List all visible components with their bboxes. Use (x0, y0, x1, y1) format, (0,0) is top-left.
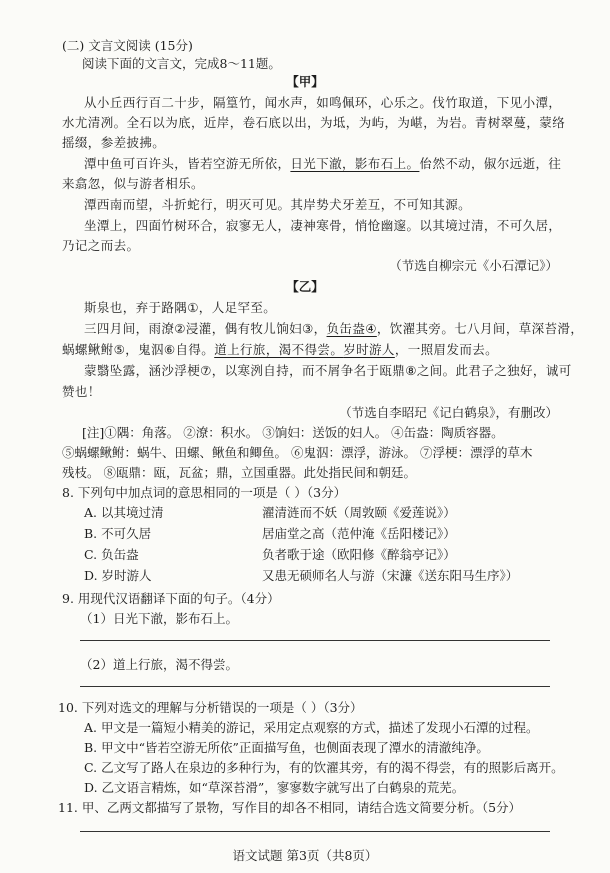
text-span: 蜗螺鳅鲋⑤，鬼泅⑥自得。 (62, 342, 215, 357)
passage-b-line: 蒙翳坠露，涵沙浮梗⑦，以寒洌自持，而不屑争名于瓯鼎⑧之间。此君子之独好，诚可 (84, 363, 572, 378)
instruction: 阅读下面的文言文，完成8～11题。 (82, 56, 281, 71)
underlined-sentence: 日光下澈，影布石上。 (290, 156, 420, 171)
note-line: ⑤蜗螺鳅鲋：蜗牛、田螺、鳅鱼和鲫鱼。 ⑥鬼泅：漂浮，游泳。 ⑦浮梗：漂浮的草木 (62, 445, 533, 460)
q8-option-b-left: B. 不可久居 (84, 526, 152, 541)
answer-line[interactable] (80, 831, 550, 832)
passage-a-heading: 【甲】 (286, 74, 324, 89)
passage-a-line (84, 156, 561, 172)
q8-option-a-left: A. 以其境过清 (84, 505, 164, 520)
text-span: ，一照眉发而去。 (394, 342, 499, 357)
q8-option-c-right: 负者歌于途（欧阳修《醉翁亭记》） (262, 547, 456, 562)
passage-b-line: 斯泉也，弃于路隅①，人足罕至。 (84, 300, 277, 315)
passage-a-line: 乃记之而去。 (62, 238, 140, 253)
dotted-word: 岁时游人 (343, 342, 395, 357)
text-span: 潭中鱼可百许头，皆若空游无所依， (84, 156, 291, 171)
passage-b-line (62, 342, 498, 358)
passage-a-line: 水尤清冽。全石以为底，近岸，卷石底以出，为坻，为屿，为嵁，为岩。青树翠蔓，蒙络 (62, 115, 566, 130)
q9-sentence-2: （2）道上行旅，渴不得尝。 (80, 657, 238, 672)
passage-b-line: 赞也！ (62, 384, 101, 399)
q10-option-d: D. 乙文语言精炼，如“草深苔滑”，寥寥数字就写出了白鹤泉的荒芜。 (84, 780, 465, 795)
q10-option-a: A. 甲文是一篇短小精美的游记，采用定点观察的方式，描述了发现小石潭的过程。 (84, 720, 539, 735)
passage-a-line: 潭西南而望，斗折蛇行，明灭可见。其岸势犬牙差互，不可知其源。 (84, 197, 472, 212)
q8-option-a-right: 濯清涟而不妖（周敦颐《爱莲说》） (262, 505, 456, 520)
question-11-stem: 11. 甲、乙两文都描写了景物，写作目的却各不相同，请结合选文简要分析。（5分） (58, 800, 522, 815)
question-9-stem: 9. 用现代汉语翻译下面的句子。（4分） (62, 591, 280, 606)
q10-option-b: B. 甲文中“皆若空游无所依”正面描写鱼，也侧面表现了潭水的清澈纯净。 (84, 740, 489, 755)
passage-b-source: （节选自李昭玘《记白鹤泉》，有删改） (339, 405, 558, 420)
q8-option-b-right: 居庙堂之高（范仲淹《岳阳楼记》） (262, 526, 456, 541)
note-line: 残枝。 ⑧瓯鼎：瓯，瓦盆；鼎，立国重器。此处指民间和朝廷。 (62, 465, 416, 480)
text-span: 佁然不动，俶尔远逝，往 (419, 156, 562, 171)
passage-a-line: 来翕忽，似与游者相乐。 (62, 176, 204, 191)
answer-line[interactable] (80, 640, 550, 641)
q9-sentence-1: （1）日光下澈，影布石上。 (80, 611, 238, 626)
q8-option-c-left: C. 负缶盎 (84, 547, 139, 562)
passage-b-line (84, 321, 583, 337)
question-8-stem: 8. 下列句中加点词的意思相同的一项是（ ）（3分） (62, 485, 347, 500)
page-footer: 语文试题 第3页（共8页） (232, 848, 378, 863)
text-span: ，饮濯其旁。七八月间，草深苔滑， (376, 321, 584, 336)
passage-a-line: 坐潭上，四面竹树环合，寂寥无人，凄神寒骨，悄怆幽邃。以其境过清，不可久居， (84, 218, 562, 233)
section-title: (二) 文言文阅读 (15分) (62, 38, 193, 53)
underlined-sentence: 道上行旅，渴不得尝。 (214, 342, 344, 357)
q8-option-d-right: 又患无硕师名人与游（宋濂《送东阳马生序》） (262, 568, 519, 583)
passage-b-heading: 【乙】 (286, 279, 324, 294)
q10-option-c: C. 乙文写了路人在泉边的多种行为，有的饮濯其旁，有的渴不得尝，有的照影后离开。 (84, 760, 564, 775)
passage-a-line: 摇缀，参差披拂。 (62, 135, 166, 150)
text-span: 三四月间，雨潦②浸灌，偶有牧儿饷妇③， (84, 321, 327, 336)
q8-option-d-left: D. 岁时游人 (84, 568, 152, 583)
answer-line[interactable] (80, 686, 550, 687)
note-line: [注]①隅：角落。 ②潦：积水。 ③饷妇：送饭的妇人。 ④缶盎：陶质容器。 (82, 425, 504, 440)
dotted-word: 负缶盎④ (326, 321, 377, 336)
question-10-stem: 10. 下列对选文的理解与分析错误的一项是（ ）（3分） (58, 700, 363, 715)
passage-a-source: （节选自柳宗元《小石潭记》） (389, 258, 558, 273)
passage-a-line: 从小丘西行百二十步，隔篁竹，闻水声，如鸣佩环，心乐之。伐竹取道，下见小潭， (84, 95, 562, 110)
